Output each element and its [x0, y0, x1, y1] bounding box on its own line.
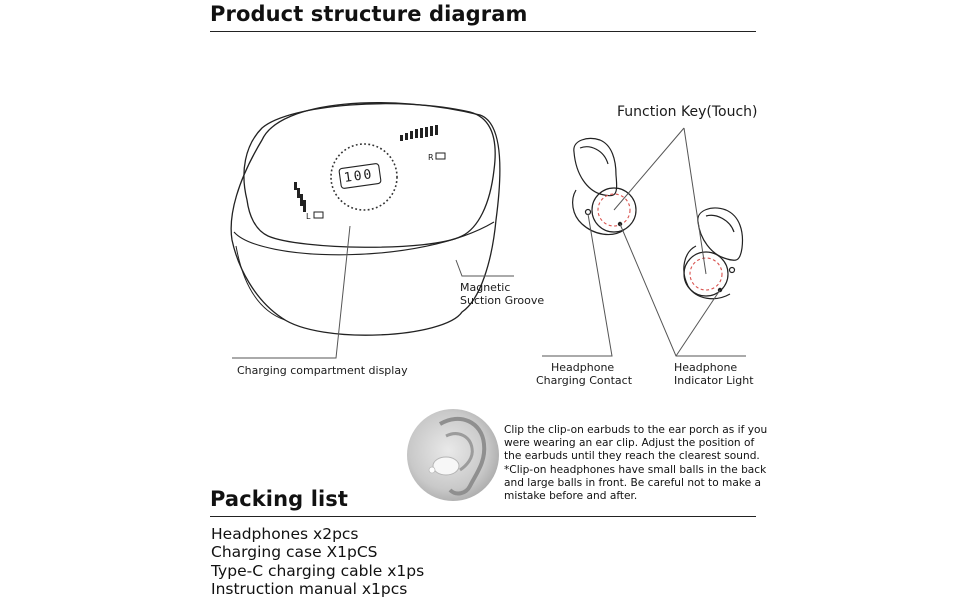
indicator-light-label-line2: Indicator Light: [674, 374, 754, 387]
charging-display-label: Charging compartment display: [237, 364, 408, 377]
note-line: the earbuds until they reach the clearest sound.: [504, 450, 760, 463]
earbud-leader-lines: [542, 128, 746, 356]
note-line: and large balls in front. Be careful not to make a: [504, 476, 761, 489]
right-battery-bars: [400, 125, 438, 141]
left-battery-icon: [314, 212, 323, 218]
charging-contact-label-line1: Headphone: [551, 361, 615, 374]
note-line: *Clip-on headphones have small balls in the back: [504, 463, 767, 476]
left-battery-bars: [294, 182, 306, 212]
note-line: were wearing an ear clip. Adjust the position of: [504, 437, 755, 450]
charging-contact-label-line2: Charging Contact: [536, 374, 633, 387]
function-key-label: Function Key(Touch): [617, 104, 758, 120]
packing-list: [211, 525, 424, 599]
magnetic-label-line1: Magnetic: [460, 281, 511, 294]
magnetic-label-line2: Suction Groove: [460, 294, 545, 307]
case-right-marker: R: [428, 153, 434, 162]
packing-item: Headphones x2pcs: [211, 525, 359, 543]
right-battery-icon: [436, 153, 445, 159]
wearing-note: [504, 424, 772, 503]
earbud-right-illustration: [684, 208, 743, 299]
note-line: Clip the clip-on earbuds to the ear porch as if you: [504, 424, 768, 436]
structure-title: Product structure diagram: [210, 2, 528, 26]
earbud-left-illustration: [573, 139, 636, 235]
packing-title: Packing list: [210, 487, 349, 511]
packing-item: Type-C charging cable x1ps: [211, 561, 425, 580]
case-left-marker: L: [306, 212, 311, 221]
case-battery-value: 100: [343, 167, 375, 186]
indicator-light-label-line1: Headphone: [674, 361, 738, 374]
packing-item: Charging case X1pCS: [211, 543, 378, 562]
note-line: mistake before and after.: [504, 490, 638, 503]
packing-item: Instruction manual x1pcs: [211, 580, 408, 599]
